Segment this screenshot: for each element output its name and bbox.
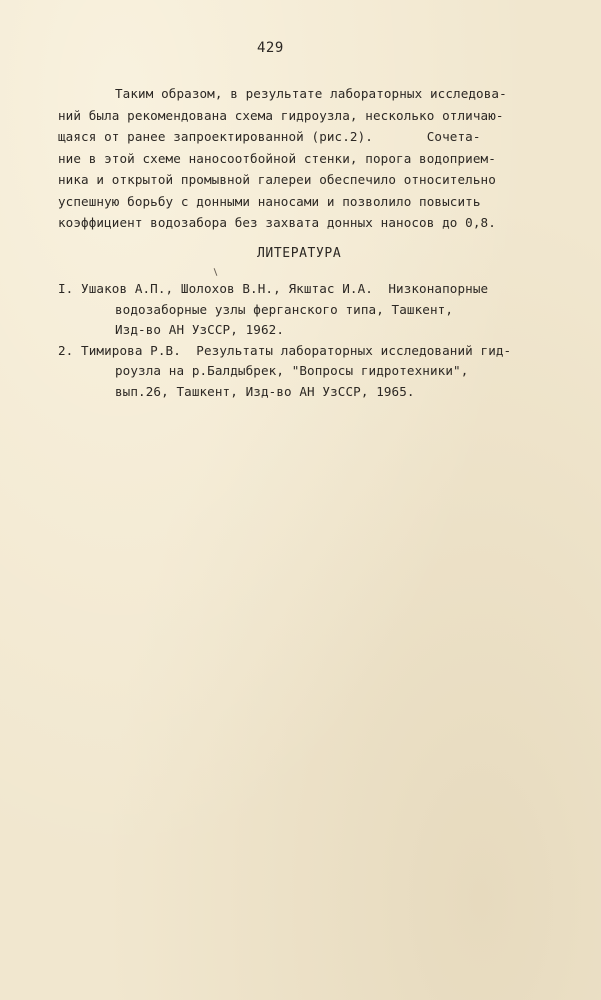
reference-item: [58, 279, 511, 341]
paragraph-line: ника и открытой промывной галереи обеспечило относительно: [58, 172, 496, 187]
body-paragraph: [58, 83, 507, 234]
reference-continuation-line: роузла на р.Балдыбрек, "Вопросы гидротехники",: [115, 363, 469, 378]
paragraph-line: Таким образом, в результате лабораторных исследова-: [115, 86, 507, 101]
stray-mark: [214, 268, 218, 276]
reference-list: [58, 279, 511, 402]
reference-first-line: 2. Тимирова Р.В. Результаты лабораторных исследований гид-: [58, 342, 512, 358]
paragraph-line: щаяся от ранее запроектированной (рис.2). Сочета-: [58, 129, 481, 144]
paragraph-line: успешную борьбу с донными наносами и позволило повысить: [58, 193, 481, 209]
literature-heading: ЛИТЕРАТУРА: [257, 246, 342, 261]
reference-continuation-line: Изд-во АН УзССР, 1962.: [115, 322, 285, 337]
paragraph-line: ний была рекомендована схема гидроузла, несколько отличаю-: [58, 107, 504, 123]
reference-item: [58, 341, 511, 403]
paragraph-line: ние в этой схеме наносоотбойной стенки, порога водоприем-: [58, 150, 496, 166]
page-number: 429: [257, 40, 284, 56]
reference-continuation-line: водозаборные узлы ферганского типа, Ташкент,: [115, 301, 454, 317]
reference-continuation-line: вып.26, Ташкент, Изд-во АН УзССР, 1965.: [115, 383, 415, 399]
paragraph-line: коэффициент водозабора без захвата донных наносов до 0,8.: [58, 215, 496, 230]
reference-first-line: I. Ушаков А.П., Шолохов В.Н., Якштас И.А. Низконапорные: [58, 281, 489, 296]
